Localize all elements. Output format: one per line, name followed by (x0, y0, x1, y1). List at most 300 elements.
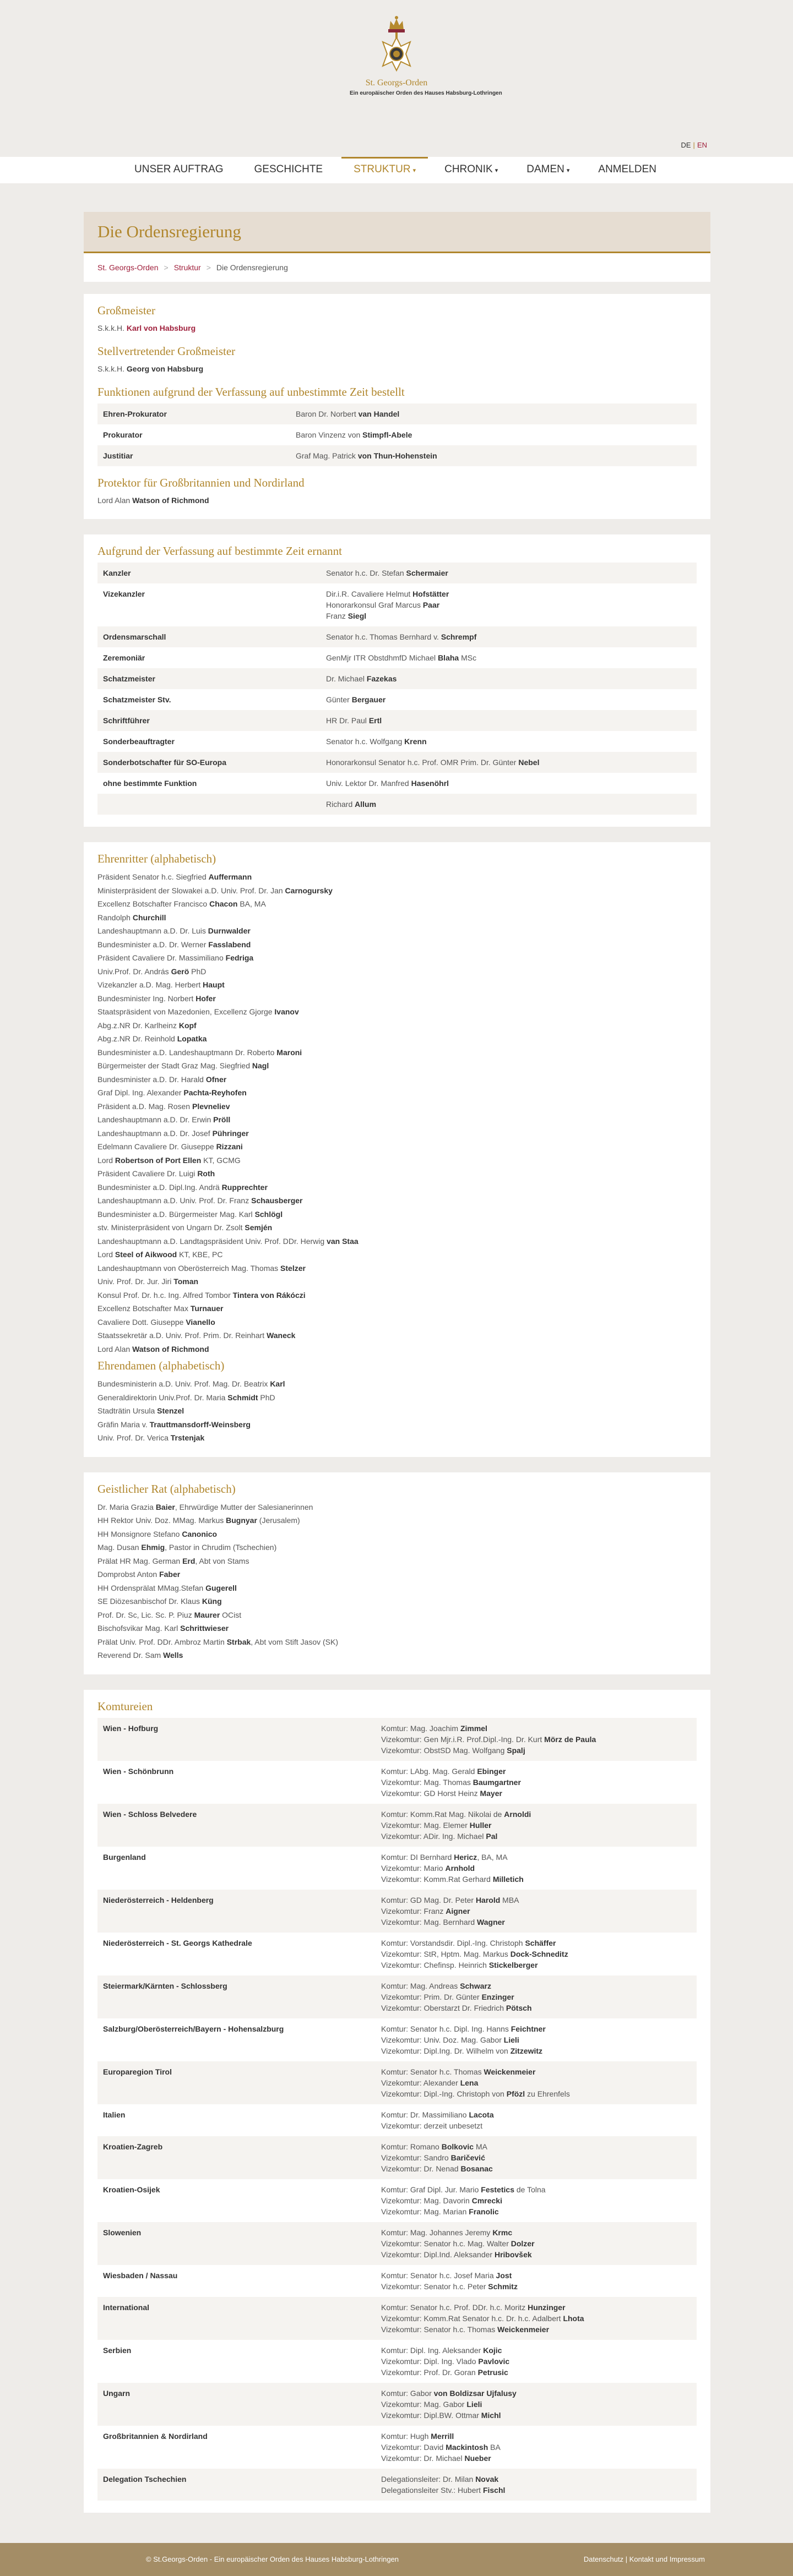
table-row (97, 647, 697, 668)
name-bold: Cmrecki (471, 2196, 502, 2205)
section-komtureien (84, 1690, 710, 2513)
name-prefix: Excellenz Botschafter Max (97, 1304, 191, 1313)
row-key: Italien (103, 2110, 126, 2119)
name-bold: Baričević (450, 2153, 485, 2162)
table-row (97, 1847, 697, 1890)
row-value-line (381, 2367, 691, 2378)
name-bold: Pühringer (212, 1128, 249, 1138)
nav-damen[interactable] (514, 157, 582, 183)
language-switcher (678, 141, 709, 149)
list-item (97, 1377, 697, 1391)
name-prefix: Komtur: Senator h.c. Josef Maria (381, 2271, 496, 2280)
list-item (97, 1262, 697, 1275)
name-prefix: Senator h.c. Wolfgang (326, 737, 405, 746)
name-bold: Dolzer (510, 2239, 535, 2248)
name-prefix: Graf Mag. Patrick (296, 451, 358, 460)
row-value-line (326, 588, 691, 599)
row-value-line (381, 2227, 691, 2238)
name-prefix: Franz (326, 612, 348, 620)
name-bold: Novak (475, 2474, 499, 2484)
name-prefix: Dr. Michael (326, 674, 367, 683)
grossmeister-name: S.k.k.H. Karl von Habsburg (97, 324, 196, 332)
name-bold: Plevneliev (192, 1101, 230, 1111)
name-bold: Wagner (477, 1917, 505, 1926)
name-suffix: (Jerusalem) (257, 1516, 300, 1525)
row-key: ohne bestimmte Funktion (103, 779, 197, 788)
row-value-line (381, 2324, 691, 2335)
row-key: Europaregion Tirol (97, 2061, 376, 2104)
name-prefix: Baron Dr. Norbert (296, 410, 359, 418)
name-bold: Bolkovic (441, 2142, 474, 2151)
list-item (97, 1329, 697, 1342)
name-prefix: HR Dr. Paul (326, 716, 369, 725)
name-bold: Schwarz (460, 1981, 491, 1990)
name-prefix: Senator h.c. Thomas Bernhard v. (326, 632, 441, 641)
name-bold: Vianello (186, 1317, 215, 1327)
name-prefix: Landeshauptmann a.D. Dr. Josef (97, 1128, 213, 1138)
nav-geschichte[interactable] (242, 157, 338, 183)
name-bold: Pachta-Reyhofen (183, 1088, 247, 1097)
name-prefix: Prälat HR Mag. German (97, 1556, 183, 1565)
name-suffix: MA (474, 2142, 487, 2151)
name-bold: Mackintosh (446, 2442, 488, 2452)
row-value (321, 752, 697, 773)
row-value (376, 1804, 697, 1847)
name-prefix: Ministerpräsident der Slowakei a.D. Univ. Prof. Dr. Jan (97, 886, 285, 895)
row-key: Ordensmarschall (97, 626, 321, 647)
name-prefix: Vizekomtur: ADir. Ing. Michael (381, 1831, 486, 1841)
name-bold: Lhota (563, 2313, 584, 2323)
table-row (97, 689, 697, 710)
row-value-line (381, 2249, 691, 2260)
table-row (97, 403, 697, 424)
row-value-line (381, 2431, 691, 2442)
site-logo[interactable] (350, 14, 502, 96)
name-bold: Pal (486, 1831, 498, 1841)
row-value-line (381, 1917, 691, 1928)
footer-copyright: © St.Georgs-Orden - Ein europäischer Orden des Hauses Habsburg-Lothringen (146, 2555, 399, 2563)
name-bold: Pavlovic (478, 2356, 510, 2366)
name-suffix: BA (488, 2442, 501, 2452)
name-bold: Bosanac (460, 2164, 493, 2173)
name-bold: Turnauer (190, 1304, 224, 1313)
name-bold: Carnogursky (285, 886, 333, 895)
row-value-line (381, 1938, 691, 1949)
row-value-line (326, 694, 691, 705)
name-prefix: Vizekomtur: Mario (381, 1863, 446, 1873)
row-value-line (381, 1777, 691, 1788)
table-row (97, 2469, 697, 2501)
list-item (97, 1073, 697, 1087)
name-bold: Krenn (404, 737, 427, 746)
list-item (97, 965, 697, 979)
row-value (376, 2383, 697, 2426)
name-bold: Arnhold (445, 1863, 475, 1873)
list-item (97, 1113, 697, 1127)
section-heading: Komtureien (97, 1699, 153, 1713)
name-bold: Hribovšek (494, 2250, 532, 2259)
row-value (290, 424, 697, 445)
name-prefix: Vizekomtur: Dipl.-Ing. Christoph von (381, 2089, 507, 2098)
name-prefix: Vizekomtur: David (381, 2442, 446, 2452)
list-item (97, 1554, 697, 1568)
name-prefix: Vizekomtur: GD Horst Heinz (381, 1788, 480, 1798)
row-value-line (381, 2184, 691, 2195)
name-prefix: Vizekomtur: Senator h.c. Peter (381, 2282, 488, 2291)
name-prefix: Dr. Maria Grazia (97, 1502, 156, 1511)
name-prefix: GenMjr ITR ObstdhmfD Michael (326, 653, 438, 662)
row-key: Schatzmeister (97, 668, 321, 689)
list-item (97, 1391, 697, 1405)
name-bold: Canonico (182, 1529, 218, 1538)
name-prefix: Univ. Lektor Dr. Manfred (326, 779, 411, 788)
name-bold: Merrill (431, 2431, 454, 2441)
table-row (97, 668, 697, 689)
row-value (376, 2469, 697, 2501)
name-prefix: Komtur: Dipl. Ing. Aleksander (381, 2345, 484, 2355)
name-bold: Durnwalder (208, 926, 251, 935)
name-prefix: Vizekomtur: Alexander (381, 2078, 460, 2087)
name-prefix: Richard (326, 800, 355, 809)
name-prefix: Reverend Dr. Sam (97, 1651, 164, 1660)
chevron-down-icon: ▾ (495, 167, 498, 174)
row-value (376, 1718, 697, 1761)
name-prefix: Konsul Prof. Dr. h.c. Ing. Alfred Tombor (97, 1290, 233, 1300)
name-bold: Haupt (203, 980, 225, 989)
table-row (97, 445, 697, 466)
breadcrumb (84, 253, 710, 282)
name-bold: Fasslabend (208, 940, 251, 949)
nav-label: ANMELDEN (598, 163, 656, 175)
row-value-line (381, 2485, 691, 2496)
row-key: Slowenien (97, 2222, 376, 2265)
list-item (97, 1418, 697, 1432)
table-row (97, 2061, 697, 2104)
name-bold: Blaha (438, 653, 459, 662)
list-item (97, 1032, 697, 1046)
row-value-line (326, 757, 691, 768)
name-bold: Hofstätter (412, 590, 449, 598)
name-prefix: Vizekomtur: Dipl. Ing. Vlado (381, 2356, 479, 2366)
name-bold: Huller (469, 1820, 492, 1830)
name-suffix: , Abt von Stams (195, 1556, 249, 1565)
order-emblem-icon (377, 14, 416, 76)
table-row (97, 731, 697, 752)
name-bold: Baumgartner (472, 1777, 521, 1787)
name-prefix: Delegationsleiter Stv.: Hubert (381, 2485, 483, 2495)
row-value-line (381, 1906, 691, 1917)
name-bold: Pröll (213, 1115, 231, 1124)
name-prefix: Landeshauptmann a.D. Landtagspräsident Univ. Prof. DDr. Herwig (97, 1236, 327, 1246)
row-value-line (381, 2302, 691, 2313)
row-value (321, 689, 697, 710)
name-prefix: Prälat Univ. Prof. DDr. Ambroz Martin (97, 1637, 227, 1646)
name-bold: Jost (496, 2271, 512, 2280)
row-value-line (381, 1960, 691, 1971)
name-prefix: HH Monsignore Stefano (97, 1529, 182, 1538)
table-row (97, 2179, 697, 2222)
name-bold: Schmidt (227, 1393, 258, 1402)
name-prefix: Vizekomtur: Mag. Thomas (381, 1777, 473, 1787)
section-bestimmte-zeit (84, 534, 710, 827)
name-bold: Lieli (503, 2035, 519, 2044)
name-prefix: Graf Dipl. Ing. Alexander (97, 1088, 184, 1097)
name-prefix: Bürgermeister der Stadt Graz Mag. Siegfried (97, 1061, 252, 1070)
row-value-line (326, 715, 691, 726)
name-suffix: , BA, MA (477, 1852, 508, 1862)
name-prefix: Präsident Cavaliere Dr. Massimiliano (97, 953, 226, 962)
name-bold: Aigner (446, 1906, 470, 1915)
name-prefix: Komtur: Mag. Johannes Jeremy (381, 2228, 493, 2237)
name-bold: Stenzel (157, 1406, 184, 1415)
name-bold: Ebinger (477, 1766, 506, 1776)
row-value-line (381, 1874, 691, 1885)
name-bold: Enzinger (481, 1992, 514, 2001)
chevron-down-icon: ▾ (412, 167, 416, 174)
name-prefix: Bundesminister a.D. Dr. Werner (97, 940, 209, 949)
row-value-line (381, 2195, 691, 2206)
nav-struktur[interactable] (341, 157, 428, 183)
name-bold: Milletich (492, 1874, 524, 1884)
list-item (97, 1046, 697, 1060)
name-bold: Allum (355, 800, 377, 809)
name-bold: Fazekas (366, 674, 397, 683)
name-bold: van Staa (327, 1236, 359, 1246)
name-prefix: Vizekomtur: Komm.Rat Senator h.c. Dr. h.c. Adalbert (381, 2313, 563, 2323)
row-value-line (381, 2474, 691, 2485)
section-heading: Ehrendamen (alphabetisch) (97, 1359, 225, 1372)
nav-chronik[interactable] (432, 157, 510, 183)
name-bold: Ertl (368, 716, 382, 725)
list-item (97, 1581, 697, 1595)
name-prefix: Vizekomtur: Dr. Nenad (381, 2164, 461, 2173)
name-prefix: Baron Vinzenz von (296, 430, 363, 439)
name-prefix: Präsident Senator h.c. Siegfried (97, 872, 209, 881)
name-bold: Strbak (226, 1637, 251, 1646)
nav-anmelden[interactable] (586, 157, 671, 183)
name-prefix: Komtur: Komm.Rat Mag. Nikolai de (381, 1809, 504, 1819)
row-key: Justitiar (97, 445, 290, 466)
name-prefix: Vizekomtur: Dipl.BW. Ottmar (381, 2410, 481, 2420)
row-value-line (381, 2152, 691, 2163)
chevron-down-icon: ▾ (566, 167, 570, 174)
name-prefix: Vizekomtur: Mag. Gabor (381, 2399, 467, 2409)
name-bold: Trstenjak (170, 1433, 205, 1442)
row-value (376, 2426, 697, 2469)
table-row (97, 1804, 697, 1847)
name-bold: Kojic (483, 2345, 502, 2355)
name-suffix: BA, MA (237, 899, 266, 908)
protektor-name: Lord Alan Watson of Richmond (97, 496, 209, 505)
row-value (376, 1975, 697, 2018)
name-prefix: Staatssekretär a.D. Univ. Prof. Prim. Dr. Reinhart (97, 1331, 267, 1340)
ehrendamen-list (97, 1377, 697, 1445)
list-item (97, 1005, 697, 1019)
name-prefix: Vizekomtur: Dipl.Ind. Aleksander (381, 2250, 495, 2259)
list-item (97, 1302, 697, 1316)
row-value (321, 731, 697, 752)
nav-unser-auftrag[interactable] (122, 157, 238, 183)
name-bold: Pötsch (506, 2003, 532, 2012)
list-item (97, 992, 697, 1006)
row-value-line (381, 1745, 691, 1756)
row-key: Sonderbeauftragter (103, 737, 175, 746)
row-value (376, 2179, 697, 2222)
name-bold: Lopatka (177, 1034, 207, 1043)
name-prefix: Vizekomtur: Prof. Dr. Goran (381, 2367, 478, 2377)
name-bold: Maroni (276, 1047, 302, 1057)
name-prefix: stv. Ministerpräsident von Ungarn Dr. Zsolt (97, 1223, 245, 1232)
list-item (97, 1541, 697, 1554)
table-row (97, 773, 697, 794)
name-bold: Küng (202, 1597, 222, 1606)
row-value-line (381, 2388, 691, 2399)
name-prefix: Komtur: DI Bernhard (381, 1852, 454, 1862)
name-prefix: Vizekomtur: Oberstarzt Dr. Friedrich (381, 2003, 506, 2012)
list-item (97, 1221, 697, 1235)
list-item (97, 924, 697, 938)
list-item (97, 1342, 697, 1356)
table-row (97, 710, 697, 731)
bestimmte-zeit-table (97, 563, 697, 815)
name-bold: Nebel (518, 758, 540, 767)
row-value-line (381, 1820, 691, 1831)
breadcrumb-struktur[interactable]: Struktur (173, 263, 201, 272)
list-item (97, 1167, 697, 1181)
row-value (376, 2297, 697, 2340)
row-value-line (381, 2141, 691, 2152)
row-value-line (381, 1723, 691, 1734)
name-prefix: Komtur: Senator h.c. Thomas (381, 2067, 484, 2076)
komtureien-table (97, 1718, 697, 2501)
name-bold: Franolic (469, 2207, 499, 2216)
section-geistlicher-rat (84, 1472, 710, 1674)
row-key: Wien - Schloss Belvedere (97, 1804, 376, 1847)
list-item (97, 870, 697, 884)
row-value-line (326, 799, 691, 810)
name-prefix: Staatspräsident von Mazedonien, Excellenz Gjorge (97, 1007, 275, 1016)
name-bold: Petrusic (477, 2367, 508, 2377)
name-prefix: Honorarkonsul Graf Marcus (326, 601, 423, 609)
name-prefix: Abg.z.NR Dr. Reinhold (97, 1034, 177, 1043)
name-bold: Hunzinger (528, 2302, 566, 2312)
name-suffix: de Tolna (514, 2185, 546, 2194)
name-bold: Auffermann (208, 872, 252, 881)
name-bold: Waneck (267, 1331, 296, 1340)
name-prefix: Komtur: Romano (381, 2142, 442, 2151)
row-value (321, 773, 697, 794)
row-value-line (381, 2088, 691, 2099)
name-prefix: Cavaliere Dott. Giuseppe (97, 1317, 186, 1327)
row-value-line (381, 1863, 691, 1874)
name-bold: Schermaier (406, 569, 448, 577)
name-suffix: KT, GCMG (201, 1155, 241, 1165)
name-bold: Maurer (194, 1610, 220, 1619)
site-header (0, 0, 793, 157)
name-bold: Toman (173, 1277, 199, 1286)
table-row (97, 424, 697, 445)
list-item (97, 978, 697, 992)
name-prefix: Excellenz Botschafter Francisco (97, 899, 210, 908)
name-bold: Wells (163, 1651, 183, 1660)
table-row (97, 2018, 697, 2061)
row-key: International (97, 2297, 376, 2340)
section-heading: Protektor für Großbritannien und Nordirland (97, 476, 305, 489)
row-value (321, 794, 697, 815)
table-row (97, 2265, 697, 2297)
name-prefix: Komtur: Vorstandsdir. Dipl.-Ing. Christoph (381, 1938, 525, 1947)
name-prefix: Vizekomtur: Mag. Elemer (381, 1820, 470, 1830)
row-key: Ehren-Prokurator (97, 403, 290, 424)
list-item (97, 1086, 697, 1100)
row-value (321, 647, 697, 668)
breadcrumb-home[interactable]: St. Georgs-Orden (97, 263, 159, 272)
name-bold: Stickelberger (488, 1960, 538, 1969)
row-value (321, 583, 697, 626)
name-prefix: Bundesminister a.D. Dipl.Ing. Andrä (97, 1182, 222, 1192)
row-value-line (381, 1991, 691, 2002)
row-value (376, 2340, 697, 2383)
table-row (97, 2383, 697, 2426)
list-item (97, 1248, 697, 1262)
row-key (97, 794, 321, 815)
brand-subtitle: Ein europäischer Orden des Hauses Habsburg-Lothringen (350, 90, 502, 96)
row-value (290, 445, 697, 466)
name-bold: Bergauer (351, 695, 386, 704)
row-key: Niederösterreich - Heldenberg (97, 1890, 376, 1933)
name-bold: Lacota (469, 2110, 494, 2119)
name-bold: Paar (422, 601, 440, 609)
name-prefix: Prof. Dr. Sc, Lic. Sc. P. Piuz (97, 1610, 194, 1619)
name-bold: Ivanov (274, 1007, 299, 1016)
page-title: Die Ordensregierung (97, 222, 241, 241)
list-item (97, 1431, 697, 1445)
name-prefix: Günter (326, 695, 352, 704)
list-item (97, 1514, 697, 1527)
row-key: Burgenland (103, 1852, 146, 1862)
list-item (97, 1208, 697, 1221)
name-prefix: Bundesministerin a.D. Univ. Prof. Mag. Dr. Beatrix (97, 1379, 270, 1388)
row-value-line (381, 2023, 691, 2034)
list-item (97, 897, 697, 911)
name-bold: Hofer (195, 994, 216, 1003)
main-nav (0, 157, 793, 183)
list-item (97, 1235, 697, 1248)
breadcrumb-separator: > (206, 263, 211, 272)
row-key: Salzburg/Oberösterreich/Bayern - Hohensalzburg (103, 2024, 284, 2033)
name-bold: Schäffer (525, 1938, 556, 1947)
row-value-line (296, 408, 691, 419)
name-bold: Rizzani (216, 1142, 243, 1151)
row-value-line (381, 1809, 691, 1820)
name-prefix: Univ. Prof. Dr. Verica (97, 1433, 171, 1442)
name-prefix: Komtur: Senator h.c. Dipl. Ing. Hanns (381, 2024, 511, 2033)
list-item (97, 1181, 697, 1194)
name-bold: Spalj (507, 1745, 525, 1755)
row-value-line (381, 2281, 691, 2292)
footer-links[interactable]: Datenschutz | Kontakt und Impressum (583, 2555, 705, 2563)
row-key: Prokurator (103, 430, 143, 439)
name-bold: Dock-Schneditz (510, 1949, 568, 1958)
row-value (376, 1890, 697, 1933)
nav-label: CHRONIK (444, 163, 493, 175)
row-key: Ungarn (97, 2383, 376, 2426)
name-bold: Nueber (464, 2453, 491, 2463)
lang-en[interactable]: EN (697, 141, 707, 149)
name-bold: Ehmig (141, 1543, 165, 1552)
name-prefix: Delegationsleiter: Dr. Milan (381, 2474, 476, 2484)
lang-de[interactable]: DE (681, 141, 691, 149)
